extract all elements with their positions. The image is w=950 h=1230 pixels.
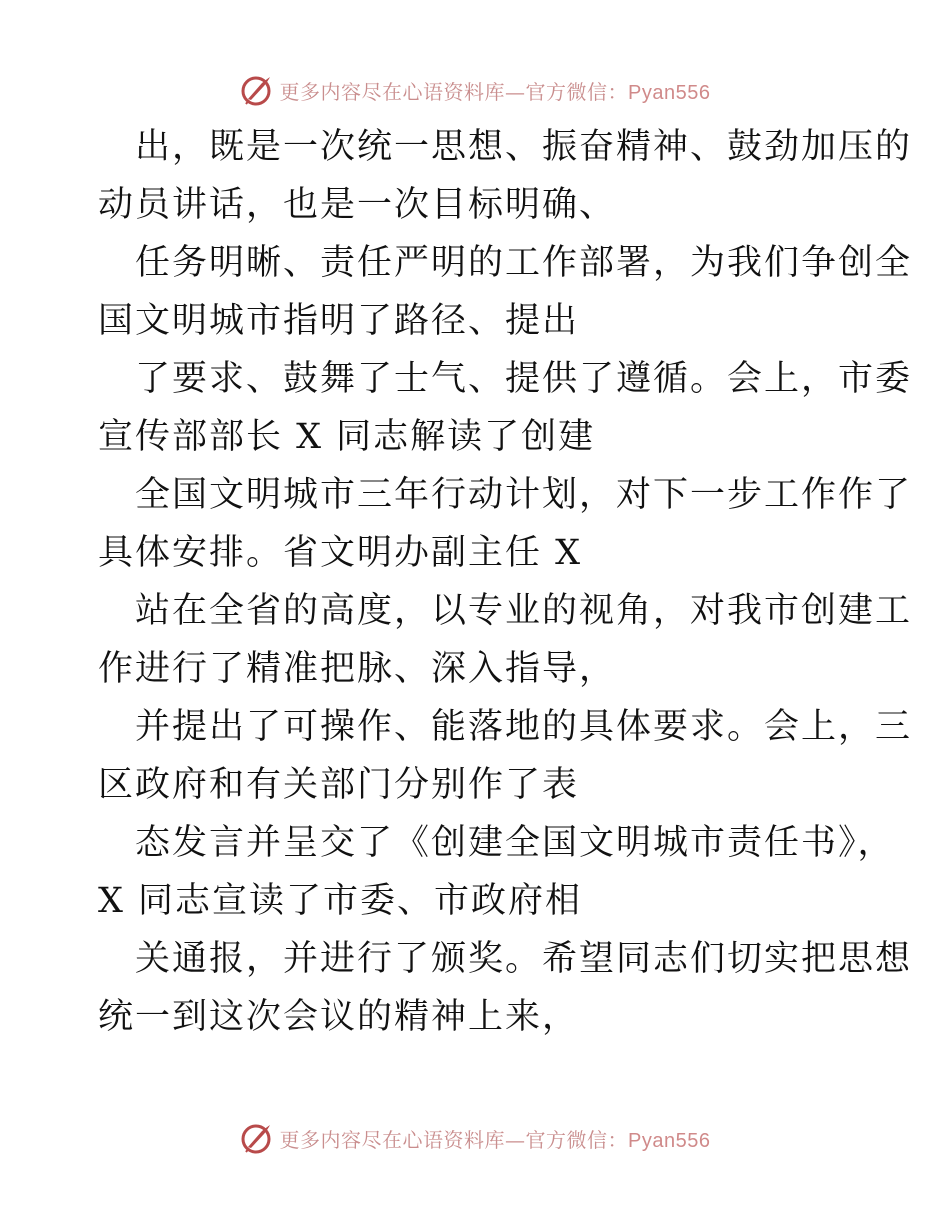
paragraph-line: 动员讲话，也是一次目标明确、	[98, 185, 617, 225]
watermark-account: Pyan556	[628, 1129, 711, 1152]
paragraph-line: 具体安排。省文明办副主任 X	[98, 533, 583, 573]
paragraph-line: 宣传部部长 X 同志解读了创建	[98, 417, 596, 457]
quill-pen-circle-icon	[240, 1121, 274, 1155]
paragraph-line: 统一到这次会议的精神上来，	[98, 997, 580, 1037]
document-body	[98, 118, 913, 1046]
watermark-account: Pyan556	[628, 81, 711, 104]
paragraph-line: 作进行了精准把脉、深入指导，	[98, 649, 617, 689]
watermark-text: 更多内容尽在心语资料库—官方微信：Pyan556	[279, 1127, 711, 1152]
paragraph-line: X 同志宣读了市委、市政府相	[98, 881, 583, 921]
header-watermark	[0, 70, 950, 110]
paragraph-line: 站在全省的高度，以专业的视角，对我市创建工	[135, 591, 913, 631]
paragraph-line: 关通报，并进行了颁奖。希望同志们切实把思想	[135, 939, 913, 979]
paragraph-line: 国文明城市指明了路径、提出	[98, 301, 580, 341]
paragraph-line: 任务明晰、责任严明的工作部署，为我们争创全	[135, 243, 913, 283]
paragraph-line: 区政府和有关部门分别作了表	[98, 765, 580, 805]
paragraph-line: 全国文明城市三年行动计划，对下一步工作作了	[135, 475, 913, 515]
footer-watermark	[0, 1118, 950, 1158]
paragraph-line: 并提出了可操作、能落地的具体要求。会上，三	[135, 707, 913, 747]
paragraph-line: 态发言并呈交了《创建全国文明城市责任书》，	[135, 823, 895, 863]
paragraph-line: 了要求、鼓舞了士气、提供了遵循。会上，市委	[135, 359, 913, 399]
paragraph-line: 出，既是一次统一思想、振奋精神、鼓劲加压的	[135, 127, 913, 167]
watermark-text: 更多内容尽在心语资料库—官方微信：Pyan556	[279, 79, 711, 104]
quill-pen-circle-icon	[240, 73, 274, 107]
